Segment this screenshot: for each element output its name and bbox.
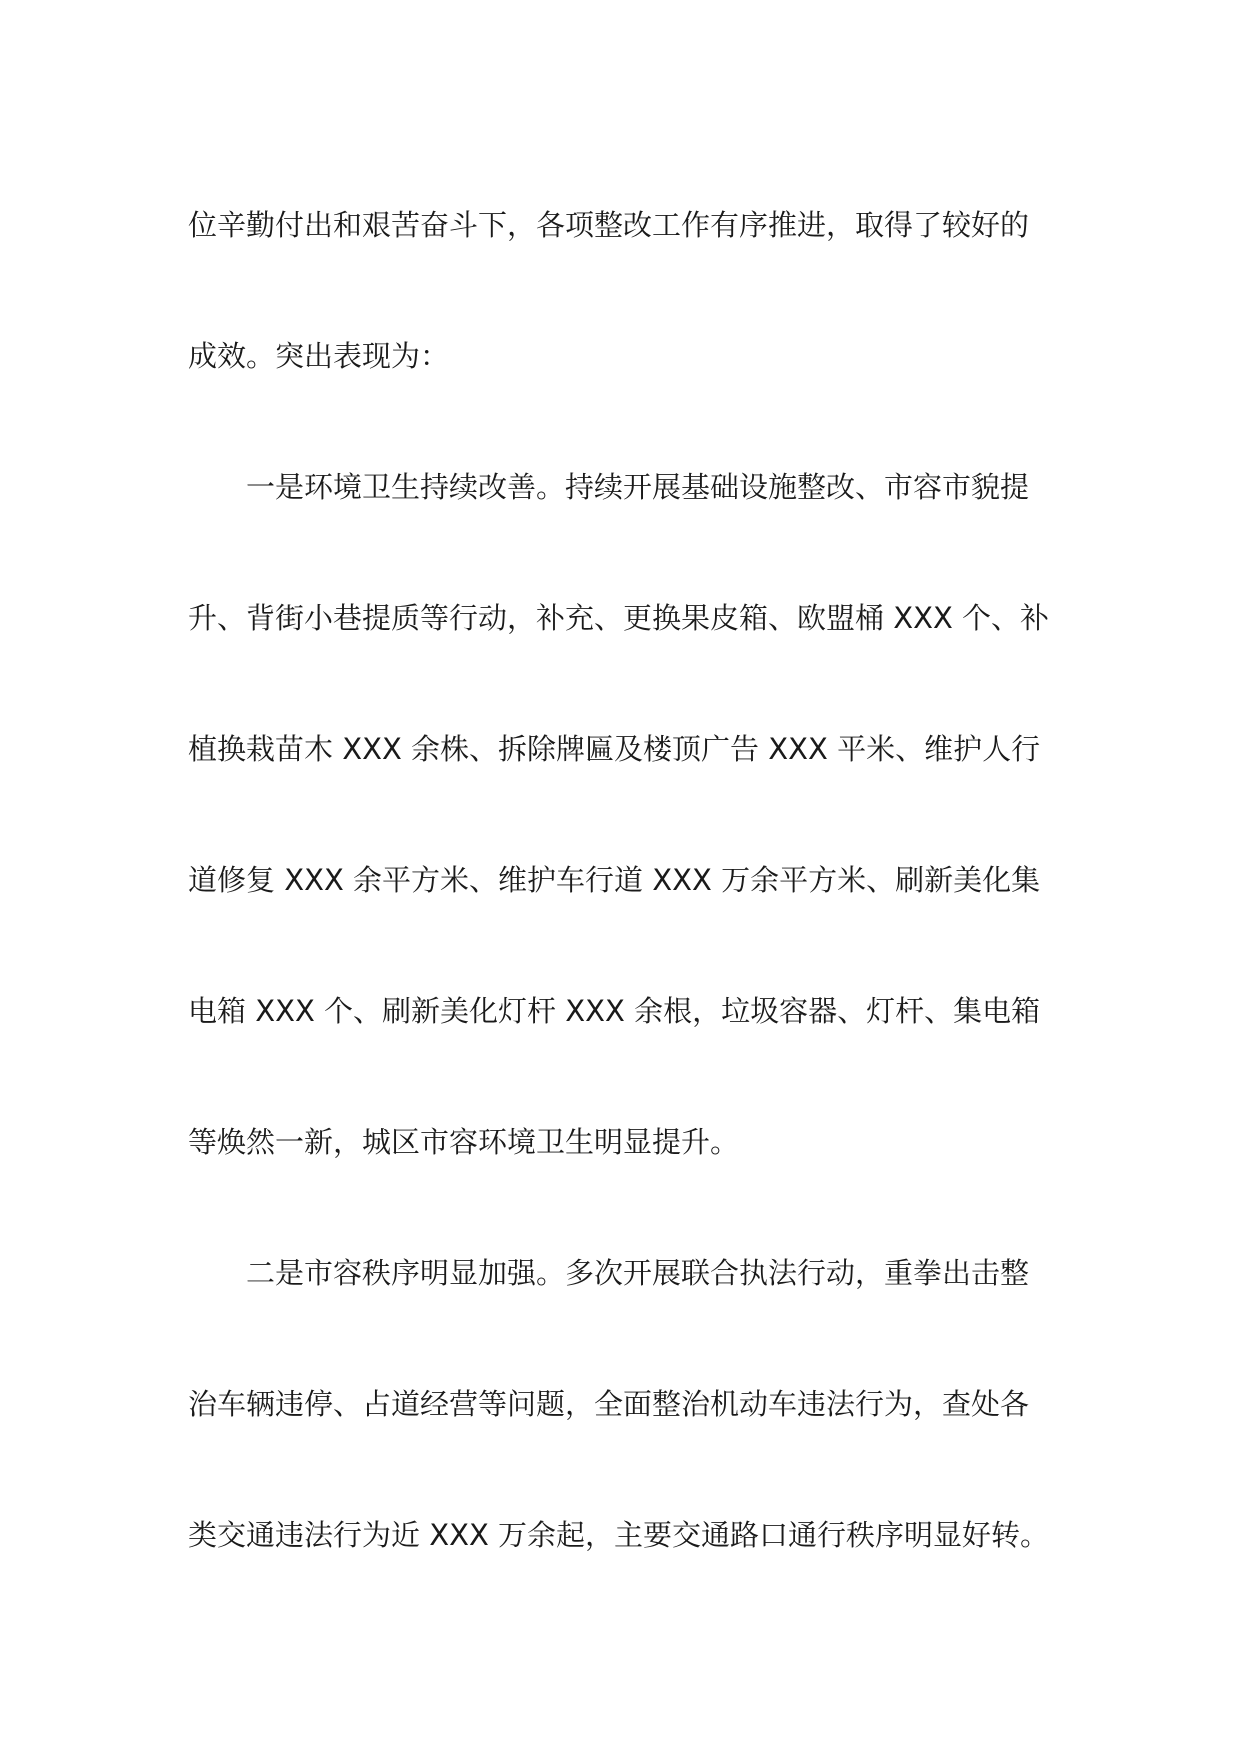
text-line: 道修复 XXX 余平方米、维护车行道 XXX 万余平方米、刷新美化集 xyxy=(188,863,1041,897)
text-line: 植换栽苗木 XXX 余株、拆除牌匾及楼顶广告 XXX 平米、维护人行 xyxy=(188,732,1041,766)
text-line: 治车辆违停、占道经营等问题，全面整治机动车违法行为，查处各 xyxy=(188,1387,1030,1421)
text-line: 成效。突出表现为： xyxy=(188,339,450,373)
text-line: 类交通违法行为近 XXX 万余起，主要交通路口通行秩序明显好转。 xyxy=(188,1518,1050,1552)
text-line: 升、背街小巷提质等行动，补充、更换果皮箱、欧盟桶 XXX 个、补 xyxy=(188,601,1050,635)
text-line: 位辛勤付出和艰苦奋斗下，各项整改工作有序推进，取得了较好的 xyxy=(188,208,1030,242)
text-line: 电箱 XXX 个、刷新美化灯杆 XXX 余根，垃圾容器、灯杆、集电箱 xyxy=(188,994,1041,1028)
paragraph-start-line: 二是市容秩序明显加强。多次开展联合执法行动，重拳出击整 xyxy=(246,1256,1030,1290)
paragraph-start-line: 一是环境卫生持续改善。持续开展基础设施整改、市容市貌提 xyxy=(246,470,1030,504)
text-line: 等焕然一新，城区市容环境卫生明显提升。 xyxy=(188,1125,740,1159)
body-text xyxy=(188,160,1068,1601)
